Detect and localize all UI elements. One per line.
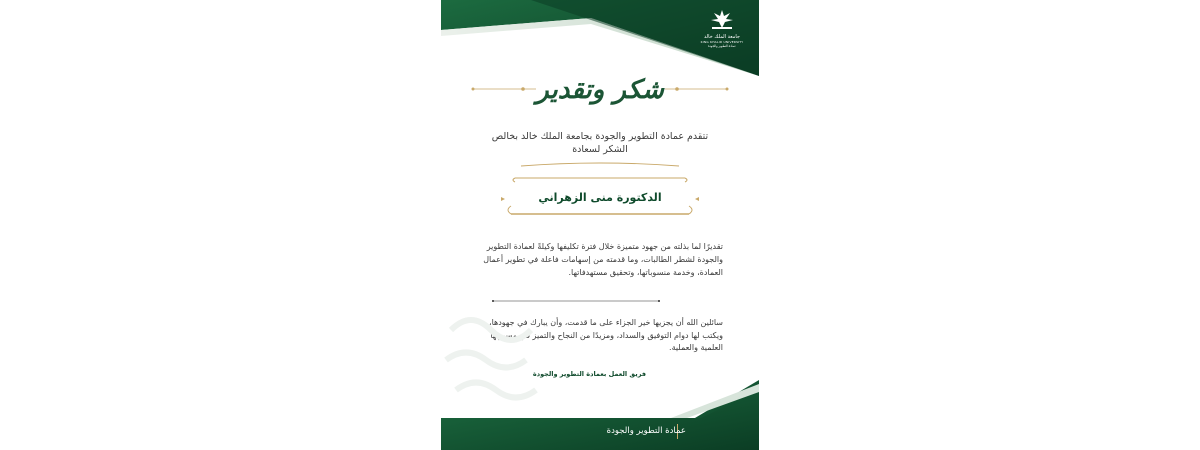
footer-dept-name: عمادة التطوير والجودة: [606, 426, 686, 436]
certificate-card: [441, 0, 759, 450]
prayer-text: سائلين الله أن يجزيها خير الجزاء على ما قدمت، وأن يبارك في جهودها، ويكتب لها دوام التوفيق والسداد، ومزيدًا من النجاح والتميز في مسيرتها العلمية والعملية.: [489, 318, 723, 352]
logo-university-name-en: KING KHALID UNIVERSITY: [700, 40, 744, 44]
team-signature: فريق العمل بعمادة التطوير والجودة: [532, 370, 646, 378]
bottom-green-band: [441, 380, 759, 450]
intro-text: تتقدم عمادة التطوير والجودة بجامعة الملك خالد بخالص الشكر لسعادة: [491, 131, 709, 155]
logo-dept-name: عمادة التطوير والجودة: [708, 44, 736, 48]
palm-crown-icon: [707, 8, 737, 30]
logo-university-name: جامعة الملك خالد: [704, 34, 740, 40]
honoree-name: الدكتورة منى الزهراني: [538, 191, 662, 204]
name-frame-ornament: [441, 158, 759, 222]
university-logo: [699, 8, 745, 48]
thanks-title-ornament: [441, 60, 759, 110]
appreciation-text: تقديرًا لما بذلته من جهود متميزة خلال فترة تكليفها وكيلةً لعمادة التطوير والجودة لشطر الطالبات، وما قدمته من إسهامات فاعلة في تطوير أعمال العمادة، وخدمة منسوباتها، وتحقيق مستهدفاتها.: [483, 242, 723, 277]
thanks-title: شكر وتقدير: [536, 75, 664, 105]
